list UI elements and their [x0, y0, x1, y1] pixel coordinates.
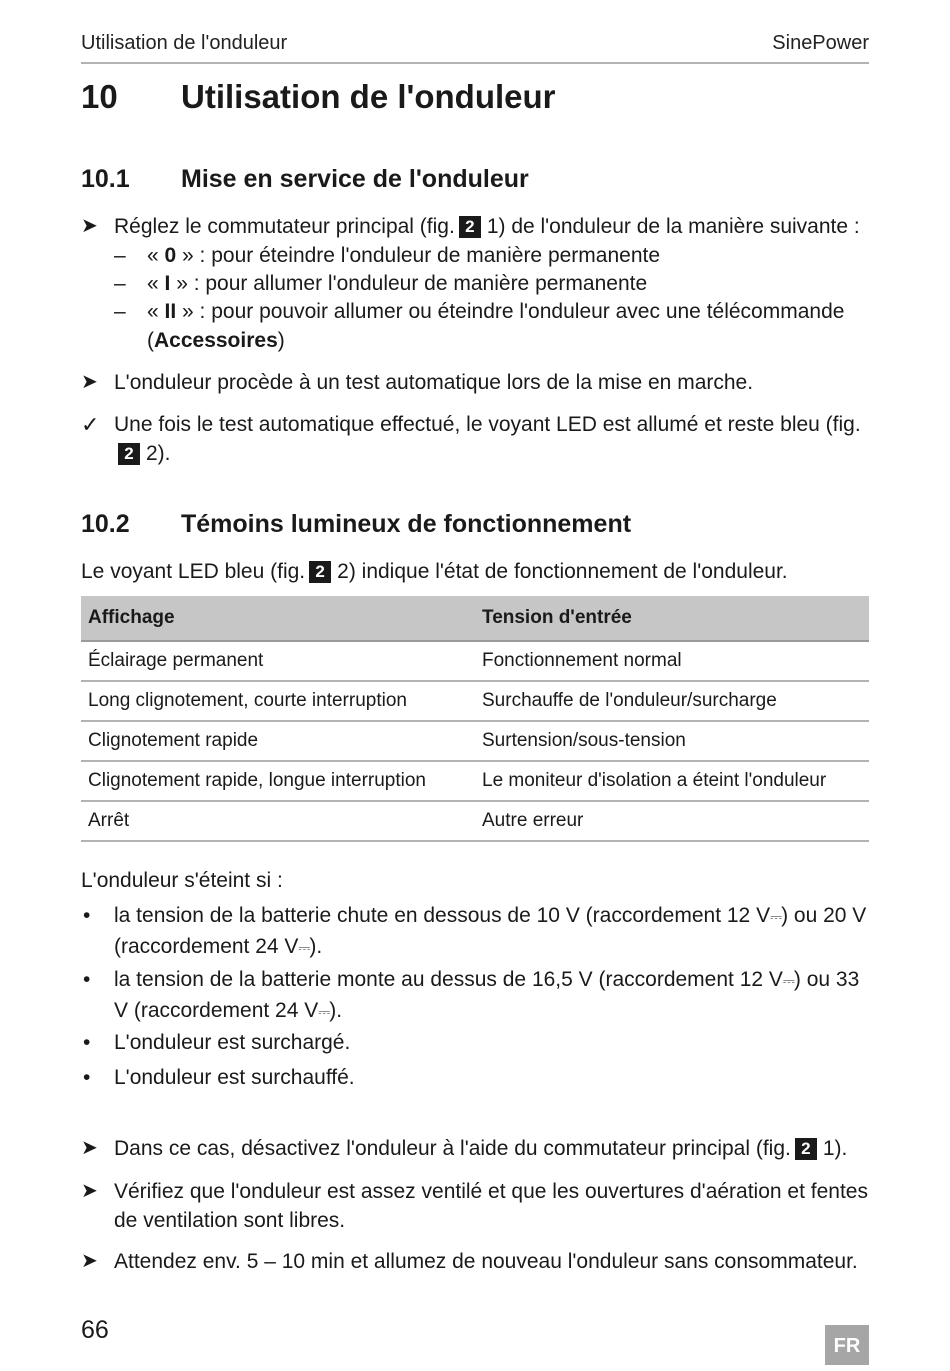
list-item	[81, 1063, 869, 1092]
intro-text: 2) indique l'état de fonctionnement de l'onduleur.	[337, 560, 788, 583]
list-item	[81, 901, 869, 963]
step-set-switch	[81, 212, 869, 241]
item-text: L'onduleur est surchargé.	[114, 1031, 351, 1054]
table-header-row	[81, 596, 869, 641]
table-row	[81, 681, 869, 721]
check-icon: ✓	[81, 412, 100, 437]
column-header: Tension d'entrée	[475, 596, 869, 641]
dash-marker: –	[114, 300, 126, 323]
table-row	[81, 721, 869, 761]
result-led-blue	[81, 410, 869, 468]
dash-marker: –	[114, 244, 126, 267]
switch-position: I	[164, 272, 171, 295]
list-item	[81, 1028, 869, 1057]
option-quote: «	[147, 272, 165, 295]
step-check-ventilation	[81, 1177, 869, 1235]
chapter-title: Utilisation de l'onduleur	[181, 78, 556, 115]
figure-ref: 2	[309, 561, 331, 583]
chapter-heading	[81, 78, 556, 116]
figure-ref: 2	[459, 216, 481, 238]
option-quote: «	[147, 300, 165, 323]
item-text: la tension de la batterie chute en dessous de 10 V (raccordement 12 V	[114, 904, 771, 927]
result-text: Une fois le test automatique effectué, le voyant LED est allumé et reste bleu (fig.	[114, 413, 861, 436]
chapter-number: 10	[81, 78, 118, 115]
table-row	[81, 761, 869, 801]
step-text: Vérifiez que l'onduleur est assez ventilé et que les ouvertures d'aération et fentes de ventilation sont libres.	[114, 1180, 868, 1232]
dc-symbol-icon: ⎓	[318, 1004, 330, 1021]
led-status-table	[81, 596, 869, 842]
led-intro	[81, 557, 869, 586]
section-heading-10-2	[81, 510, 631, 539]
item-text: ).	[329, 999, 343, 1022]
step-self-test	[81, 368, 869, 397]
step-text: Dans ce cas, désactivez l'onduleur à l'aide du commutateur principal (fig.	[114, 1137, 791, 1160]
figure-ref: 2	[795, 1138, 817, 1160]
table-cell: Éclairage permanent	[81, 641, 475, 681]
dc-symbol-icon: ⎓	[782, 973, 794, 990]
step-text: Attendez env. 5 – 10 min et allumez de nouveau l'onduleur sans consommateur.	[114, 1250, 858, 1273]
section-heading-10-1	[81, 165, 529, 194]
running-header	[81, 32, 869, 64]
section-title: Mise en service de l'onduleur	[181, 165, 529, 193]
step-arrow-icon: ➤	[81, 371, 98, 393]
item-text: L'onduleur est surchauffé.	[114, 1066, 355, 1089]
step-arrow-icon: ➤	[81, 1180, 98, 1202]
step-arrow-icon: ➤	[81, 1250, 98, 1272]
dc-symbol-icon: ⎓	[298, 940, 310, 957]
switch-option	[114, 297, 869, 355]
accessories-ref: Accessoires	[154, 329, 278, 352]
table-cell: Surtension/sous-tension	[475, 721, 869, 761]
page	[81, 0, 869, 1371]
intro-text: Le voyant LED bleu (fig.	[81, 560, 306, 583]
switch-position: II	[164, 300, 177, 323]
table-cell: Fonctionnement normal	[475, 641, 869, 681]
page-number: 66	[81, 1316, 109, 1344]
step-text: 1) de l'onduleur de la manière suivante :	[486, 215, 860, 238]
table-cell: Autre erreur	[475, 801, 869, 841]
bullet-marker: •	[83, 968, 91, 991]
step-text: L'onduleur procède à un test automatique lors de la mise en marche.	[114, 371, 754, 394]
step-text: 1).	[822, 1137, 848, 1160]
switch-option	[114, 269, 869, 298]
section-number: 10.1	[81, 165, 130, 193]
header-product-name: SinePower	[772, 32, 869, 54]
switch-option	[114, 241, 869, 270]
dc-symbol-icon: ⎓	[770, 909, 782, 926]
step-arrow-icon: ➤	[81, 215, 98, 237]
item-text: ) ou 33 V (raccordement 24 V	[114, 968, 860, 1022]
option-text: » : pour éteindre l'onduleur de manière permanente	[176, 244, 661, 267]
shutdown-intro: L'onduleur s'éteint si :	[81, 869, 283, 892]
section-number: 10.2	[81, 510, 130, 538]
table-cell: Arrêt	[81, 801, 475, 841]
bullet-marker: •	[83, 904, 91, 927]
dash-marker: –	[114, 272, 126, 295]
figure-ref: 2	[118, 443, 140, 465]
option-text: » : pour pouvoir allumer ou éteindre l'onduleur avec une télécommande (	[147, 300, 845, 352]
table-cell: Le moniteur d'isolation a éteint l'onduleur	[475, 761, 869, 801]
table-cell: Clignotement rapide	[81, 721, 475, 761]
result-text: 2).	[146, 442, 171, 465]
item-text: ) ou 20 V (raccordement 24 V	[114, 904, 867, 958]
list-item	[81, 965, 869, 1027]
step-text: Réglez le commutateur principal (fig.	[114, 215, 455, 238]
column-header: Affichage	[81, 596, 475, 641]
option-close: )	[277, 329, 285, 352]
table-cell: Clignotement rapide, longue interruption	[81, 761, 475, 801]
table-cell: Long clignotement, courte interruption	[81, 681, 475, 721]
step-switch-off	[81, 1134, 869, 1163]
item-text: la tension de la batterie monte au dessus de 16,5 V (raccordement 12 V	[114, 968, 783, 991]
bullet-marker: •	[83, 1031, 91, 1054]
section-title: Témoins lumineux de fonctionnement	[181, 510, 632, 538]
step-restart	[81, 1247, 869, 1276]
step-arrow-icon: ➤	[81, 1137, 98, 1159]
table-cell: Surchauffe de l'onduleur/surcharge	[475, 681, 869, 721]
item-text: ).	[309, 935, 323, 958]
option-text: » : pour allumer l'onduleur de manière permanente	[170, 272, 648, 295]
switch-position: 0	[164, 244, 177, 267]
header-section-title: Utilisation de l'onduleur	[81, 32, 288, 54]
option-quote: «	[147, 244, 165, 267]
bullet-marker: •	[83, 1066, 91, 1089]
table-row	[81, 801, 869, 841]
table-row	[81, 641, 869, 681]
language-badge: FR	[825, 1325, 869, 1365]
